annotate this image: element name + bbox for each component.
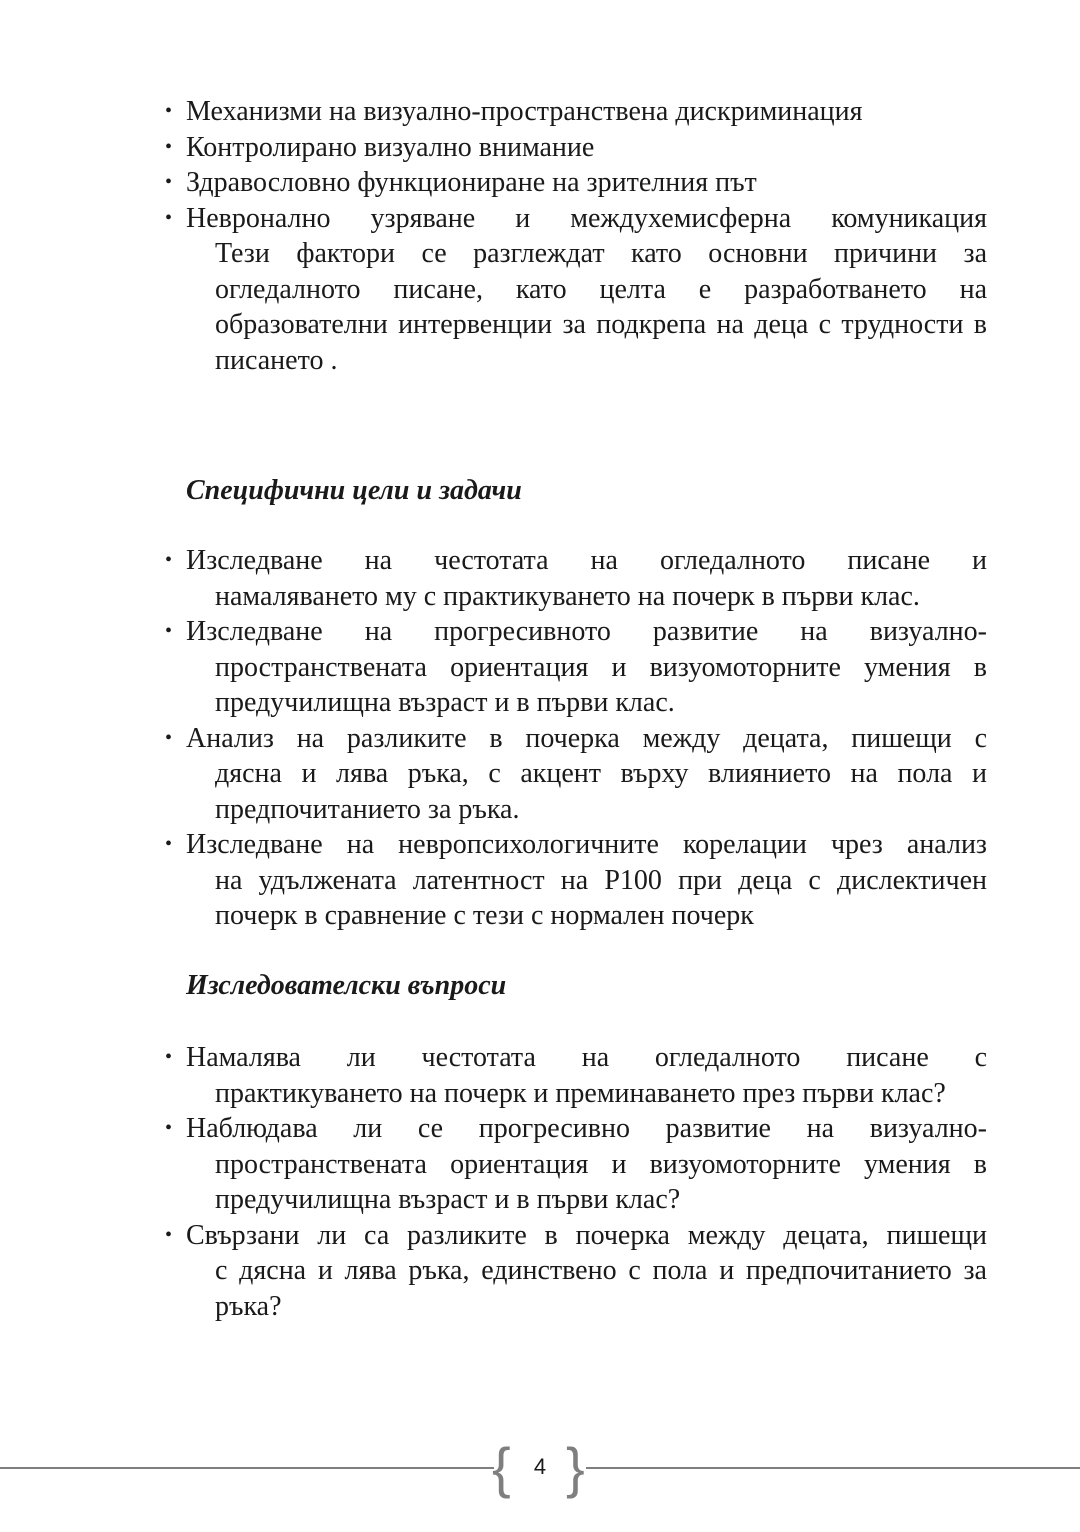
list-item-continuation: Тези фактори се разглеждат като основни причини за огледалното писане, като целта е разработването на образователни интервенции за подкрепа на деца с трудности в писането . bbox=[215, 238, 987, 376]
list-item-text: Контролирано визуално внимание bbox=[186, 131, 595, 163]
list-item-continuation: намаляването му с практикуването на почерк в първи клас. bbox=[215, 580, 920, 612]
bullet-dot-icon: • bbox=[165, 1046, 173, 1068]
list-item-text: Наблюдава ли се прогресивно развитие на визуално- bbox=[186, 1113, 987, 1144]
section-heading-questions: Изследователски въпроси bbox=[186, 970, 507, 1001]
list-item bbox=[165, 827, 987, 934]
footer-divider-left bbox=[0, 1467, 494, 1469]
list-item bbox=[165, 1111, 987, 1218]
right-brace-icon: } bbox=[566, 1436, 585, 1499]
bullet-dot-icon: • bbox=[165, 135, 173, 158]
list-item bbox=[165, 614, 987, 721]
objectives-list bbox=[165, 543, 987, 934]
list-item-text: Свързани ли са разликите в почерка между децата, пишещи bbox=[186, 1219, 987, 1251]
list-item bbox=[165, 1218, 987, 1325]
bullet-dot-icon: • bbox=[165, 100, 173, 122]
list-item-continuation: практикуването на почерк и преминаването през първи клас? bbox=[215, 1077, 946, 1109]
list-item bbox=[165, 165, 987, 201]
section-heading-objectives: Специфични цели и задачи bbox=[186, 475, 522, 506]
list-item-continuation: на удължената латентност на P100 при деца с дислектичен почерк в сравнение с тези с нормален почерк bbox=[215, 864, 987, 931]
bullet-dot-icon: • bbox=[165, 206, 173, 229]
list-item-continuation: пространствената ориентация и визуомоторните умения в предучилищна възраст и в първи клас? bbox=[215, 1148, 987, 1215]
bullet-dot-icon: • bbox=[165, 726, 173, 749]
footer-divider-right bbox=[586, 1467, 1080, 1469]
list-item bbox=[165, 130, 987, 166]
bullet-dot-icon: • bbox=[165, 1223, 173, 1246]
list-item-text: Намалява ли честотата на огледалното писане с bbox=[186, 1042, 987, 1073]
list-item-text: Изследване на невропсихологичните корелации чрез анализ bbox=[186, 829, 987, 860]
bullet-dot-icon: • bbox=[165, 1117, 173, 1139]
list-item-text: Здравословно функциониране на зрителния път bbox=[186, 167, 757, 198]
bullet-dot-icon: • bbox=[165, 171, 173, 193]
bullet-dot-icon: • bbox=[165, 549, 173, 571]
list-item-continuation: дясна и лява ръка, с акцент върху влиянието на пола и предпочитанието за ръка. bbox=[215, 758, 987, 825]
factors-list bbox=[165, 94, 987, 378]
list-item-continuation: пространствената ориентация и визуомоторните умения в предучилищна възраст и в първи клас. bbox=[215, 651, 987, 718]
list-item-text: Изследване на честотата на огледалното писане и bbox=[186, 545, 987, 576]
list-item-text: Невронално узряване и междухемисферна комуникация bbox=[186, 202, 987, 234]
list-item bbox=[165, 201, 987, 379]
questions-list bbox=[165, 1040, 987, 1324]
list-item-continuation: с дясна и лява ръка, единствено с пола и предпочитанието за ръка? bbox=[215, 1255, 987, 1322]
list-item-text: Механизми на визуално-пространствена дискриминация bbox=[186, 96, 863, 127]
bullet-dot-icon: • bbox=[165, 833, 173, 855]
list-item bbox=[165, 94, 987, 130]
bullet-dot-icon: • bbox=[165, 620, 173, 642]
left-brace-icon: { bbox=[492, 1436, 511, 1499]
list-item bbox=[165, 1040, 987, 1111]
list-item bbox=[165, 543, 987, 614]
list-item bbox=[165, 721, 987, 828]
list-item-text: Анализ на разликите в почерка между децата, пишещи с bbox=[186, 722, 987, 754]
list-item-text: Изследване на прогресивното развитие на визуално- bbox=[186, 616, 987, 647]
page-number: 4 bbox=[533, 1454, 547, 1479]
